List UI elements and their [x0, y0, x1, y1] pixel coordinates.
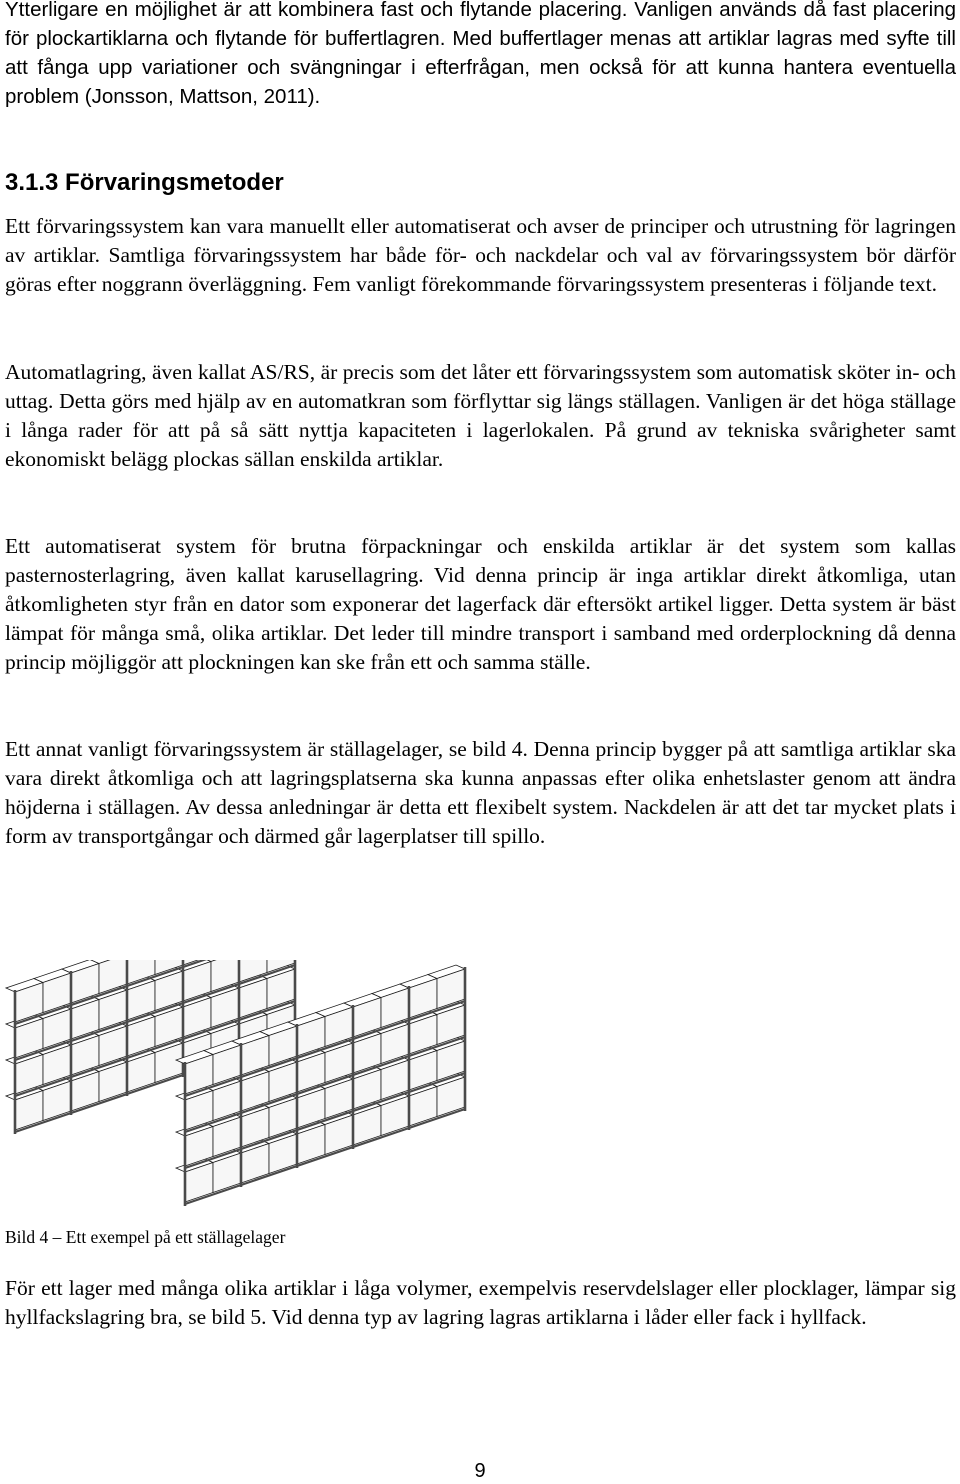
paragraph-intro: Ytterligare en möjlighet är att kombinera fast och flytande placering. Vanligen används då fast placering för plockartiklarna och flytande för buffertlagren. Med buffertlager menas att artiklar lagras med syfte till att fånga upp variationer och svängningar i efterfrågan, men också för att kunna hantera eventuella problem (Jonsson, Mattson, 2011).	[5, 0, 956, 108]
paragraph-hyllfackslagring: För ett lager med många olika artiklar i låga volymer, exempelvis reservdelslager eller plocklager, lämpar sig hyllfackslagring bra, se bild 5. Vid denna typ av lagring lagras artiklarna i låder eller fack i hyllfack.	[5, 1276, 956, 1329]
section-heading: 3.1.3 Förvaringsmetoder	[5, 169, 284, 196]
paragraph-paternosterlagring: Ett automatiserat system för brutna förpackningar och enskilda artiklar är det system som kallas pasternosterlagring, även kallat karusellagring. Vid denna princip är inga artiklar direkt åtkomliga, utan åtkomligheten styr från en dator som exponerar det lagerfack där eftersökt artikel ligger. Detta system är bäst lämpat för många små, olika artiklar. Det leder till mindre transport i samband med orderplockning då denna princip möjliggör att plockningen kan ske från ett och samma ställe.	[5, 534, 956, 674]
page-number: 9	[474, 1460, 486, 1482]
figure-caption: Bild 4 – Ett exempel på ett ställagelager	[5, 1227, 286, 1247]
paragraph-forvaringssystem: Ett förvaringssystem kan vara manuellt eller automatiserat och avser de principer och utrustning för lagringen av artiklar. Samtliga förvaringssystem har både för- och nackdelar och val av förvaringssystem bör därför göras efter noggrann överläggning. Fem vanligt förekommande förvaringssystem presenteras i följande text.	[5, 214, 956, 296]
warehouse-racking-illustration	[5, 960, 475, 1220]
paragraph-stallagelager: Ett annat vanligt förvaringssystem är ställagelager, se bild 4. Denna princip bygger på att samtliga artiklar ska vara direkt åtkomliga och att lagringsplatserna ska kunna anpassas efter olika enhetslaster genom att ändra höjderna i ställagen. Av dessa anledningar är detta ett flexibelt system. Nackdelen är att det tar mycket plats i form av transportgångar och därmed går lagerplatser till spillo.	[5, 737, 956, 848]
paragraph-automatlagring: Automatlagring, även kallat AS/RS, är precis som det låter ett förvaringssystem som automatisk sköter in- och uttag. Detta görs med hjälp av en automatkran som förflyttar sig längs ställagen. Vanligen är det höga ställage i långa rader för att på så sätt nyttja kapaciteten i lagerlokalen. På grund av tekniska svårigheter samt ekonomiskt belägg plockas sällan enskilda artiklar.	[5, 360, 956, 471]
